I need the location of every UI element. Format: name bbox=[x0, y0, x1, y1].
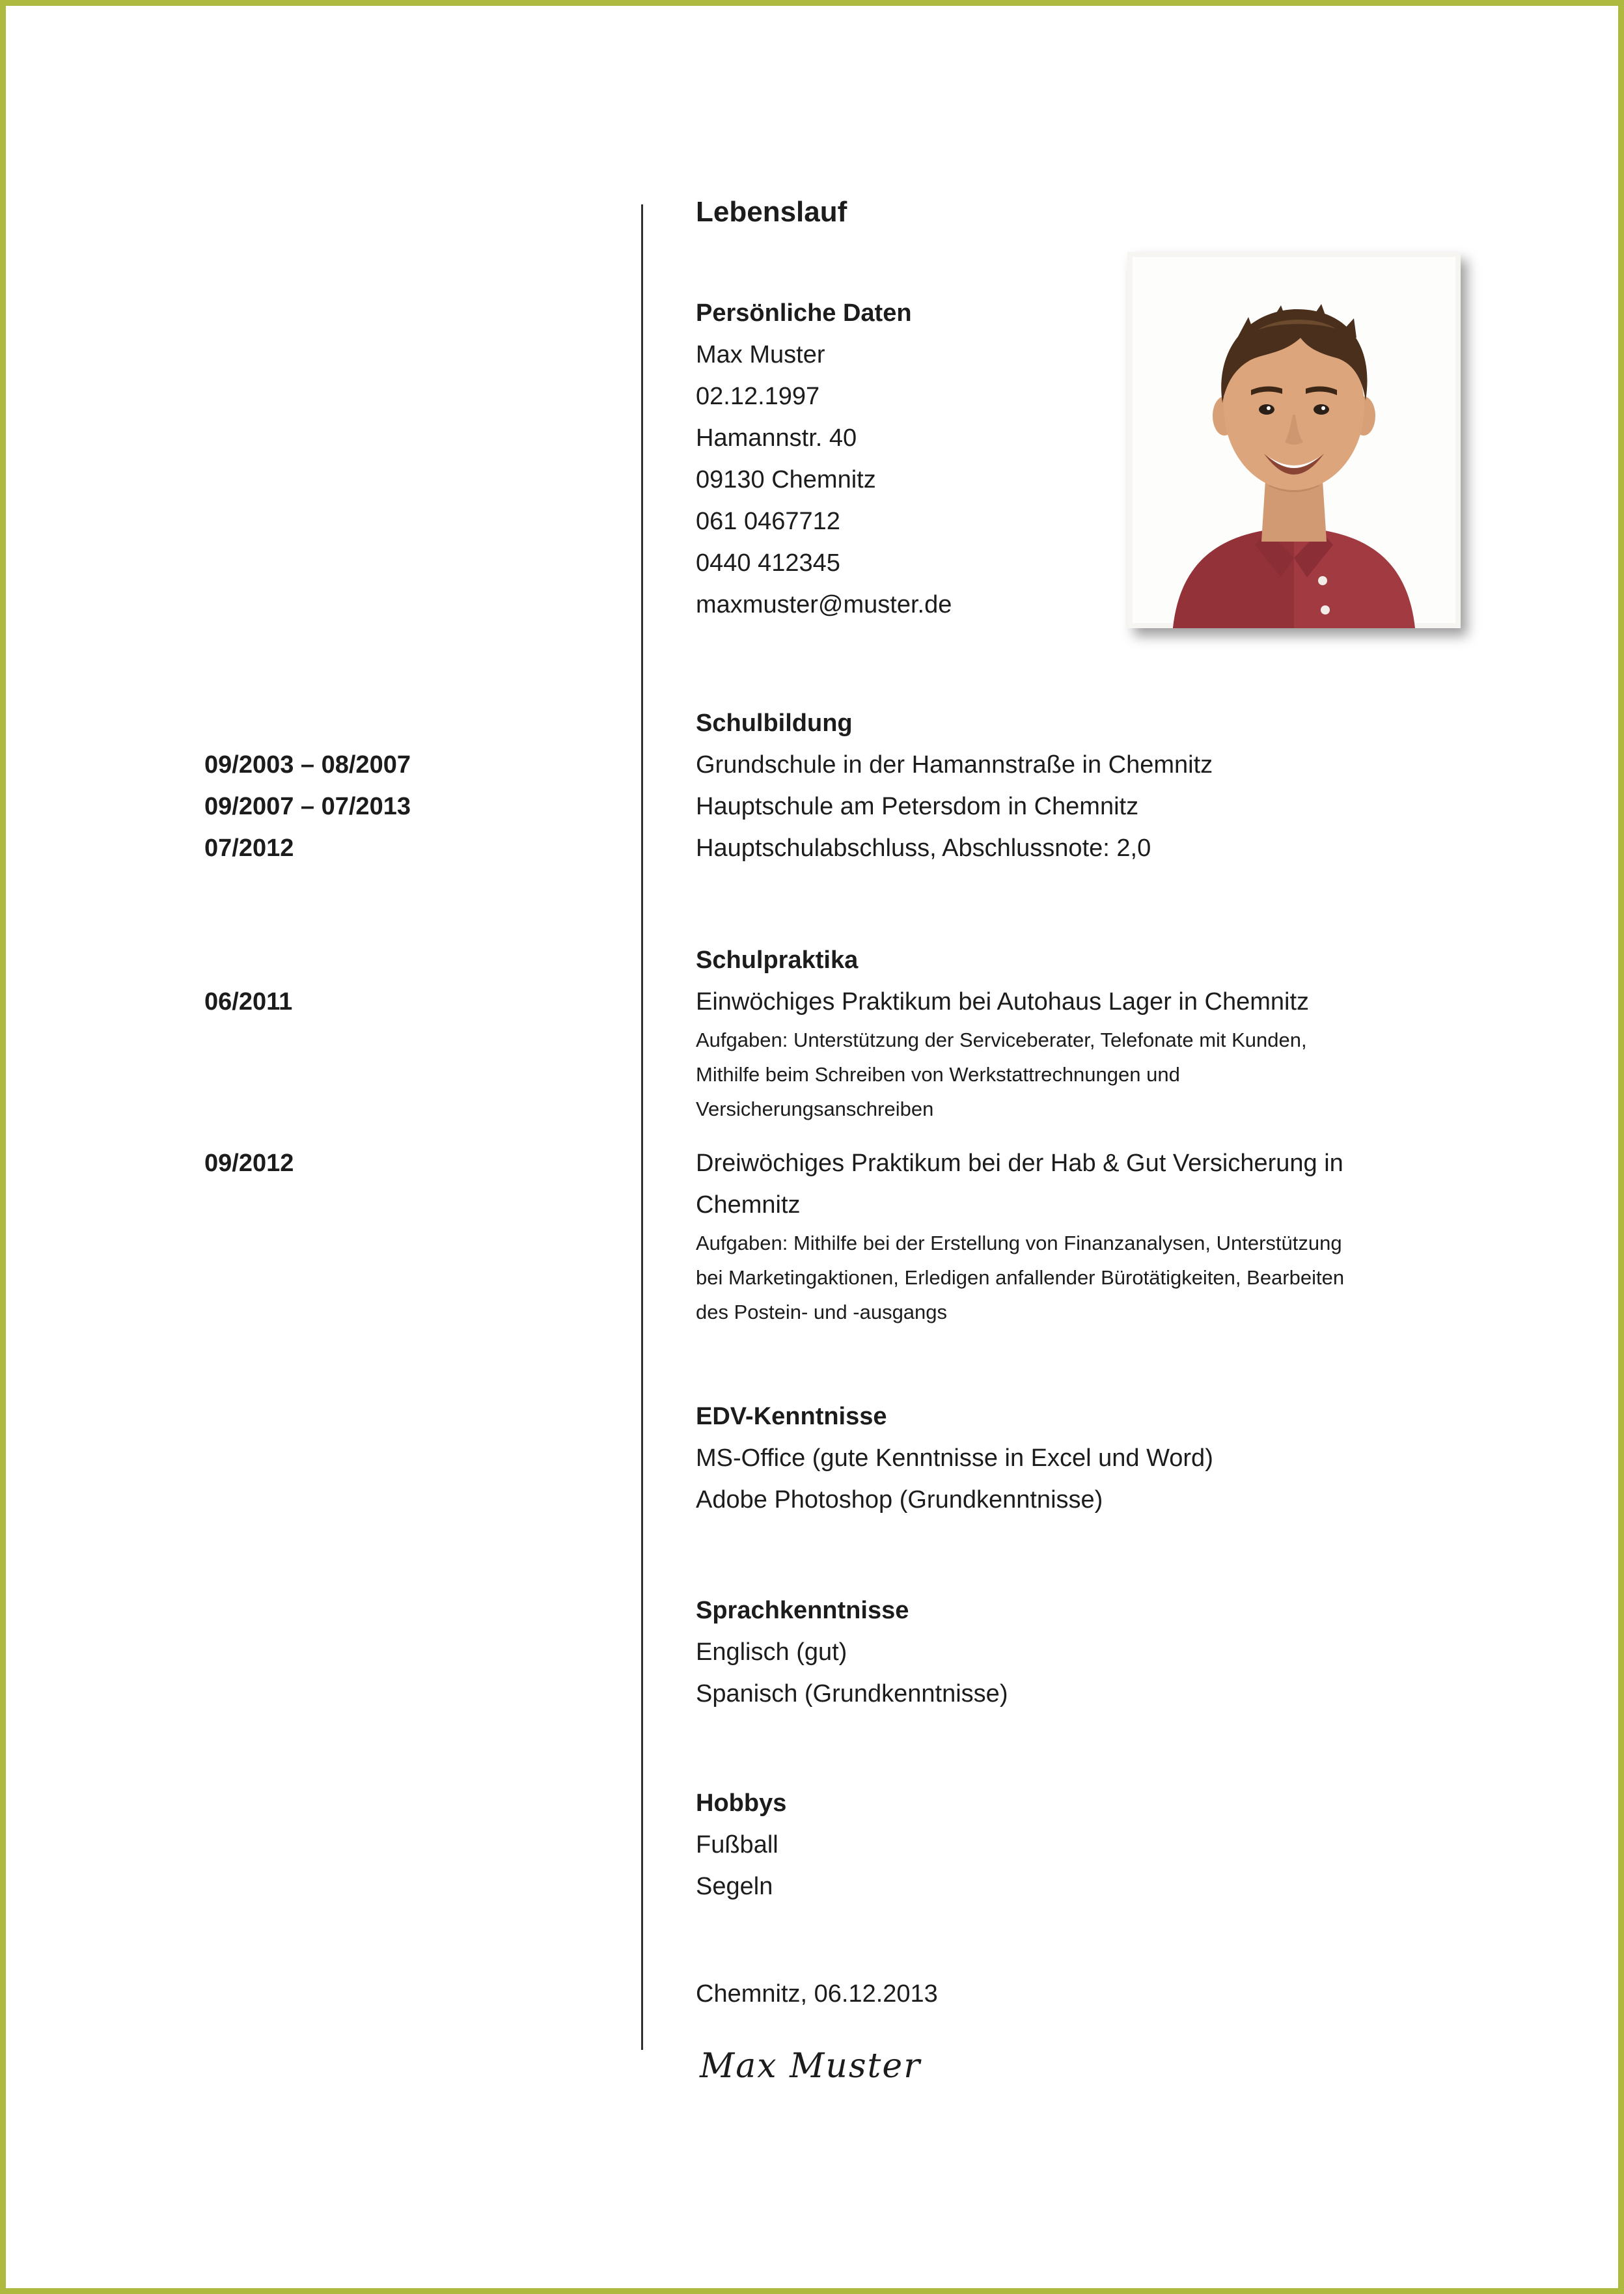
internships-heading: Schulpraktika bbox=[696, 947, 859, 974]
language-line: Englisch (gut) bbox=[696, 1638, 847, 1666]
hobby-line: Fußball bbox=[696, 1831, 778, 1859]
personal-city: 09130 Chemnitz bbox=[696, 466, 876, 493]
hobbies-section bbox=[696, 1782, 786, 1907]
education-row-text: Grundschule in der Hamannstraße in Chemnitz bbox=[696, 751, 1213, 779]
education-heading: Schulbildung bbox=[696, 710, 853, 737]
internship-detail: des Postein- und -ausgangs bbox=[696, 1301, 948, 1323]
page-title: Lebenslauf bbox=[696, 196, 847, 228]
languages-section bbox=[696, 1590, 1008, 1715]
hobbies-heading: Hobbys bbox=[696, 1790, 787, 1817]
education-row-text: Hauptschule am Petersdom in Chemnitz bbox=[696, 793, 1139, 820]
internships-section bbox=[696, 939, 1344, 1329]
education-row-date: 09/2003 – 08/2007 bbox=[204, 751, 411, 779]
signature: Max Muster bbox=[700, 2047, 922, 2086]
education-section bbox=[696, 702, 1213, 869]
internship-detail: Aufgaben: Unterstützung der Serviceberater, Telefonate mit Kunden, bbox=[696, 1029, 1307, 1051]
internship-date: 06/2011 bbox=[204, 988, 293, 1016]
edv-line: MS-Office (gute Kenntnisse in Excel und Word) bbox=[696, 1444, 1213, 1472]
internship-detail: bei Marketingaktionen, Erledigen anfallender Bürotätigkeiten, Bearbeiten bbox=[696, 1266, 1345, 1289]
internship-title: Dreiwöchiges Praktikum bei der Hab & Gut Versicherung in bbox=[696, 1150, 1343, 1177]
portrait-illustration bbox=[1127, 252, 1461, 628]
personal-data-heading: Persönliche Daten bbox=[696, 299, 912, 327]
language-line: Spanisch (Grundkenntnisse) bbox=[696, 1680, 1008, 1707]
edv-heading: EDV-Kenntnisse bbox=[696, 1403, 887, 1430]
personal-section bbox=[696, 292, 952, 626]
internship-detail: Versicherungsanschreiben bbox=[696, 1098, 934, 1120]
place-date-line: Chemnitz, 06.12.2013 bbox=[696, 1980, 938, 2008]
personal-name: Max Muster bbox=[696, 341, 825, 368]
personal-phone-2: 0440 412345 bbox=[696, 549, 840, 577]
portrait-photo bbox=[1127, 252, 1461, 628]
personal-street: Hamannstr. 40 bbox=[696, 424, 857, 452]
edv-line: Adobe Photoshop (Grundkenntnisse) bbox=[696, 1486, 1103, 1513]
edv-section bbox=[696, 1396, 1213, 1521]
internship-detail: Aufgaben: Mithilfe bei der Erstellung von Finanzanalysen, Unterstützung bbox=[696, 1232, 1342, 1254]
education-row-text: Hauptschulabschluss, Abschlussnote: 2,0 bbox=[696, 835, 1151, 862]
languages-heading: Sprachkenntnisse bbox=[696, 1597, 909, 1624]
internship-detail: Mithilfe beim Schreiben von Werkstattrechnungen und bbox=[696, 1063, 1180, 1086]
internship-title: Einwöchiges Praktikum bei Autohaus Lager in Chemnitz bbox=[696, 988, 1310, 1016]
internship-date: 09/2012 bbox=[204, 1150, 294, 1177]
personal-birthdate: 02.12.1997 bbox=[696, 383, 820, 410]
personal-phone-1: 061 0467712 bbox=[696, 508, 840, 535]
education-row-date: 09/2007 – 07/2013 bbox=[204, 793, 411, 820]
vertical-divider bbox=[641, 204, 643, 2050]
education-row-date: 07/2012 bbox=[204, 835, 294, 862]
personal-email: maxmuster@muster.de bbox=[696, 591, 952, 618]
internship-title-line: Chemnitz bbox=[696, 1191, 801, 1219]
hobby-line: Segeln bbox=[696, 1873, 773, 1900]
